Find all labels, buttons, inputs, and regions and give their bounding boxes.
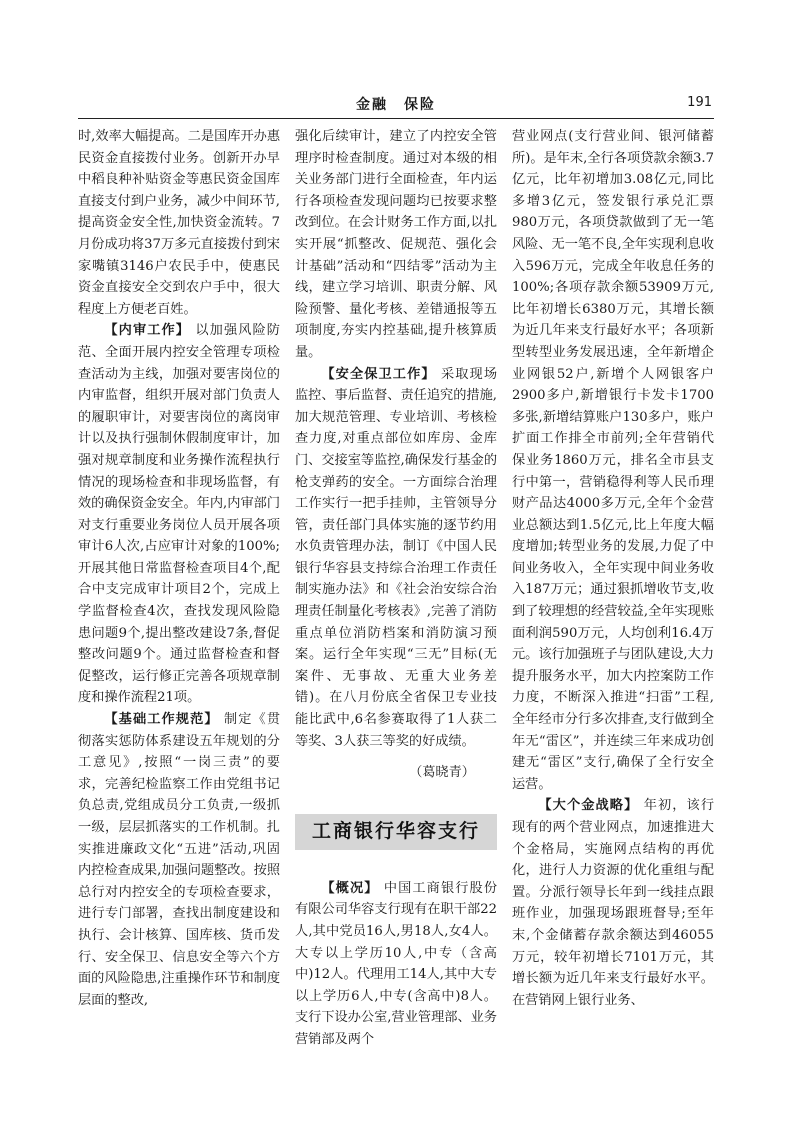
running-title: 金融 保险 bbox=[356, 97, 436, 113]
section-tag-security: 【安全保卫工作】 bbox=[321, 366, 436, 382]
paragraph-basic-work bbox=[78, 709, 280, 1011]
internal-audit-text: 以加强风险防范、全面开展内控安全管理专项检查活动为主线，加强对要害岗位的内审监督，组织开展对部门负责人的履职审计，对要害岗位的离岗审计以及执行强制休假制度审计，加强对规章制度和业务操作流程执行情况的现场检查和非现场监督，有效的确保资金安全。年内,内审部门对支行重要业务岗位人员开展各项审计6人次,占应审计对象的100%;开展其他日常监督检查项目4个,配合中支完成审计项目2个，完成上学监督检查4次，查找发现风险隐患问题9个,提出整改建设7条,督促整改问题9个。通过监督检查和督促整改，运行修正完善各项规章制度和操作流程21项。 bbox=[78, 323, 281, 706]
paragraph-overview-continued: 营业网点(支行营业间、银河储蓄所)。是年末,全行各项贷款余额3.7亿元，比年初增加3.08亿元,同比多增3亿元，签发银行承兑汇票980万元，各项贷款做到了无一笔风险、无一笔不良,全年实现利息收入596万元，完成全年收息任务的100%;各项存款余额53909万元,比年初增长6380万元，其增长额为近几年来支行最好水平；各项新型转型业务发展迅速，全年新增企业网银52户,新增个人网银客户2900多户,新增银行卡发卡1700多张,新增结算账户130多户，账户扩面工作排全市前列;全年营销代保业务1860万元，排名全市县支行中第一，营销稳得利等人民币理财产品达4000多万元,全年个金营业总额达到1.5亿元,比上年度大幅度增加;转型业务的发展,力促了中间业务收入，全年实现中间业务收入187万元；通过狠抓增收节支,收到了较理想的经营较益,全年实现账面利润590万元，人均创利16.4万元。该行加强班子与团队建设,大力提升服务水平，加大内控案防工作力度，不断深入推进“扫雷”工程,全年经市分行多次排查,支行做到全年无“雷区”，并连续三年来成功创建无“雷区”支行,确保了全行安全运营。 bbox=[512, 129, 715, 792]
page-header bbox=[78, 92, 714, 119]
retail-strategy-text: 年初，该行现有的两个营业网点，加速推进大个金格局，实施网点结构的再优化，进行人力资源的优化重组与配置。分派行领导长年到一线挂点跟班作业，加强现场跟班督导;至年末,个金储蓄存款余额达到46055万元，较年初增长7101万元，其增长额为近几年来支行最好水平。在营销网上银行业务、 bbox=[512, 798, 715, 1008]
basic-work-text: 制定《贯彻落实惩防体系建设五年规划的分工意见》,按照“一岗三责”的要求，完善纪检监察工作由党组书记负总责,党组成员分工负责,一级抓一级，层层抓落实的工作机制。扎实推进廉政文化“五进”活动,巩固内控检查成果,加强问题整改。按照总行对内控安全的专项检查要求，进行专门部署，查找出制度建设和执行、会计核算、国库核、货币发行、安全保卫、信息安全等六个方面的风险隐患,注重操作环节和制度层面的整改, bbox=[78, 712, 281, 1008]
paragraph-audit-continued: 强化后续审计，建立了内控安全管理序时检查制度。通过对本级的相关业务部门进行全面检查，年内运行各项检查发现问题均已按要求整改到位。在会计财务工作方面,以扎实开展“抓整改、促规范、强化会计基础”活动和“四结零”活动为主线，建立学习培训、职责分解、风险预警、量化考核、差错通报等五项制度,夯实内控基础,提升核算质量。 bbox=[295, 129, 498, 360]
security-text: 采取现场监控、事后监督、责任追究的措施,加大规范管理、专业培训、考核检查力度,对重点部位如库房、金库门、交接室等监控,确保发行基金的枪支弹药的安全。一方面综合治理工作实行一把手挂帅，主管领导分管，责任部门具体实施的逐节约用水负责管理办法，制订《中国人民银行华容县支持综合治理工作责任制实施办法》和《社会治安综合治理责任制量化考核表》,完善了消防重点单位消防档案和消防演习预案。运行全年实现“三无”目标(无案件、无事故、无重大业务差错)。在八月份底全省保卫专业技能比武中,6名参赛取得了1人获二等奖、3人获三等奖的好成绩。 bbox=[295, 366, 498, 749]
page-number: 191 bbox=[687, 95, 712, 110]
section-tag-overview: 【概况】 bbox=[321, 880, 379, 896]
right-column bbox=[512, 126, 714, 1011]
paragraph-security bbox=[295, 364, 497, 753]
paragraph-overview bbox=[295, 878, 497, 1051]
middle-column bbox=[295, 126, 497, 1051]
section-tag-basic-work: 【基础工作规范】 bbox=[104, 712, 219, 728]
section-tag-internal-audit: 【内审工作】 bbox=[104, 323, 191, 339]
paragraph-internal-audit bbox=[78, 320, 280, 709]
overview-text: 中国工商银行股份有限公司华容支行现有在职干部22人,其中党员16人,男18人,女4人。大专以上学历10人,中专（含高中)12人。代理用工14人,其中大专以上学历6人,中专(含高中)8人。支行下设办公室,营业管理部、业务营销部及两个 bbox=[295, 880, 498, 1047]
section-banner bbox=[295, 814, 497, 850]
paragraph-retail-strategy bbox=[512, 795, 714, 1011]
paragraph-treasury-continued: 时,效率大幅提高。二是国库开办惠民资金直接拨付业务。创新开办早中稻良种补贴资金等惠民资金国库直接支付到户业务，减少中间环节,提高资金安全性,加快资金流转。7月份成功将37万多元直接拨付到宋家嘴镇3146户农民手中，使惠民资金直接安全交到农户手中，很大程度上方便老百姓。 bbox=[78, 129, 281, 317]
section-tag-retail-strategy: 【大个金战略】 bbox=[538, 798, 639, 814]
section-title: 工商银行华容支行 bbox=[311, 820, 480, 843]
left-column bbox=[78, 126, 280, 1011]
author-credit: （葛晓青） bbox=[409, 765, 475, 781]
